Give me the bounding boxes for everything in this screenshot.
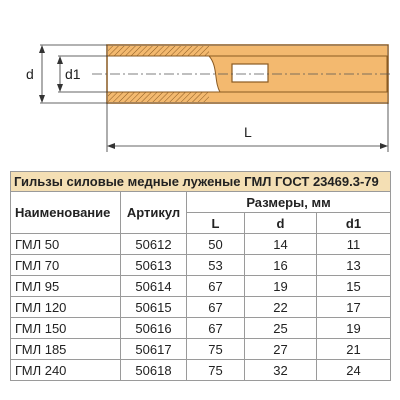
sleeve-top-wall-right bbox=[209, 46, 387, 56]
cell-d: 14 bbox=[245, 234, 317, 255]
cell-d1: 24 bbox=[317, 360, 391, 381]
cell-L: 67 bbox=[187, 276, 245, 297]
cell-d1: 21 bbox=[317, 339, 391, 360]
cell-L: 67 bbox=[187, 297, 245, 318]
table-row bbox=[11, 339, 391, 360]
table-row bbox=[11, 234, 391, 255]
label-d: d bbox=[26, 66, 34, 82]
cell-L: 53 bbox=[187, 255, 245, 276]
cell-d: 25 bbox=[245, 318, 317, 339]
spec-table bbox=[10, 171, 391, 381]
cell-L: 75 bbox=[187, 360, 245, 381]
cell-d1: 15 bbox=[317, 276, 391, 297]
header-article: Артикул bbox=[121, 192, 187, 234]
label-d1: d1 bbox=[65, 66, 81, 82]
sleeve-body bbox=[92, 45, 392, 103]
header-L: L bbox=[187, 213, 245, 234]
sleeve-top-wall bbox=[108, 46, 209, 56]
label-L: L bbox=[244, 124, 252, 140]
cell-name: ГМЛ 120 bbox=[11, 297, 121, 318]
table-row bbox=[11, 360, 391, 381]
table-row bbox=[11, 297, 391, 318]
cell-name: ГМЛ 240 bbox=[11, 360, 121, 381]
table-row bbox=[11, 255, 391, 276]
cell-d: 22 bbox=[245, 297, 317, 318]
cell-d: 27 bbox=[245, 339, 317, 360]
cell-L: 67 bbox=[187, 318, 245, 339]
header-d: d bbox=[245, 213, 317, 234]
cell-name: ГМЛ 70 bbox=[11, 255, 121, 276]
header-name: Наименование bbox=[11, 192, 121, 234]
cell-L: 75 bbox=[187, 339, 245, 360]
cell-name: ГМЛ 95 bbox=[11, 276, 121, 297]
header-sizes: Размеры, мм bbox=[187, 192, 391, 213]
table-row bbox=[11, 276, 391, 297]
cell-d: 19 bbox=[245, 276, 317, 297]
cell-article: 50612 bbox=[121, 234, 187, 255]
cell-article: 50614 bbox=[121, 276, 187, 297]
cell-d: 16 bbox=[245, 255, 317, 276]
sleeve-bottom-wall-right bbox=[209, 92, 387, 102]
cell-article: 50617 bbox=[121, 339, 187, 360]
cell-d1: 19 bbox=[317, 318, 391, 339]
cell-L: 50 bbox=[187, 234, 245, 255]
cell-d1: 17 bbox=[317, 297, 391, 318]
table-title: Гильзы силовые медные луженые ГМЛ ГОСТ 23469.3-79 bbox=[11, 172, 391, 192]
cell-article: 50618 bbox=[121, 360, 187, 381]
cell-article: 50613 bbox=[121, 255, 187, 276]
cell-d1: 11 bbox=[317, 234, 391, 255]
inspection-window bbox=[232, 64, 268, 82]
cell-d1: 13 bbox=[317, 255, 391, 276]
cell-article: 50615 bbox=[121, 297, 187, 318]
dimension-L bbox=[107, 103, 388, 152]
header-d1: d1 bbox=[317, 213, 391, 234]
table-body bbox=[11, 234, 391, 381]
sleeve-bottom-wall bbox=[108, 92, 209, 102]
table-title-row bbox=[11, 172, 391, 192]
table-row bbox=[11, 318, 391, 339]
header-row-1 bbox=[11, 192, 391, 213]
cell-d: 32 bbox=[245, 360, 317, 381]
cell-article: 50616 bbox=[121, 318, 187, 339]
cell-name: ГМЛ 185 bbox=[11, 339, 121, 360]
cell-name: ГМЛ 150 bbox=[11, 318, 121, 339]
sleeve-technical-drawing bbox=[0, 0, 400, 165]
cell-name: ГМЛ 50 bbox=[11, 234, 121, 255]
